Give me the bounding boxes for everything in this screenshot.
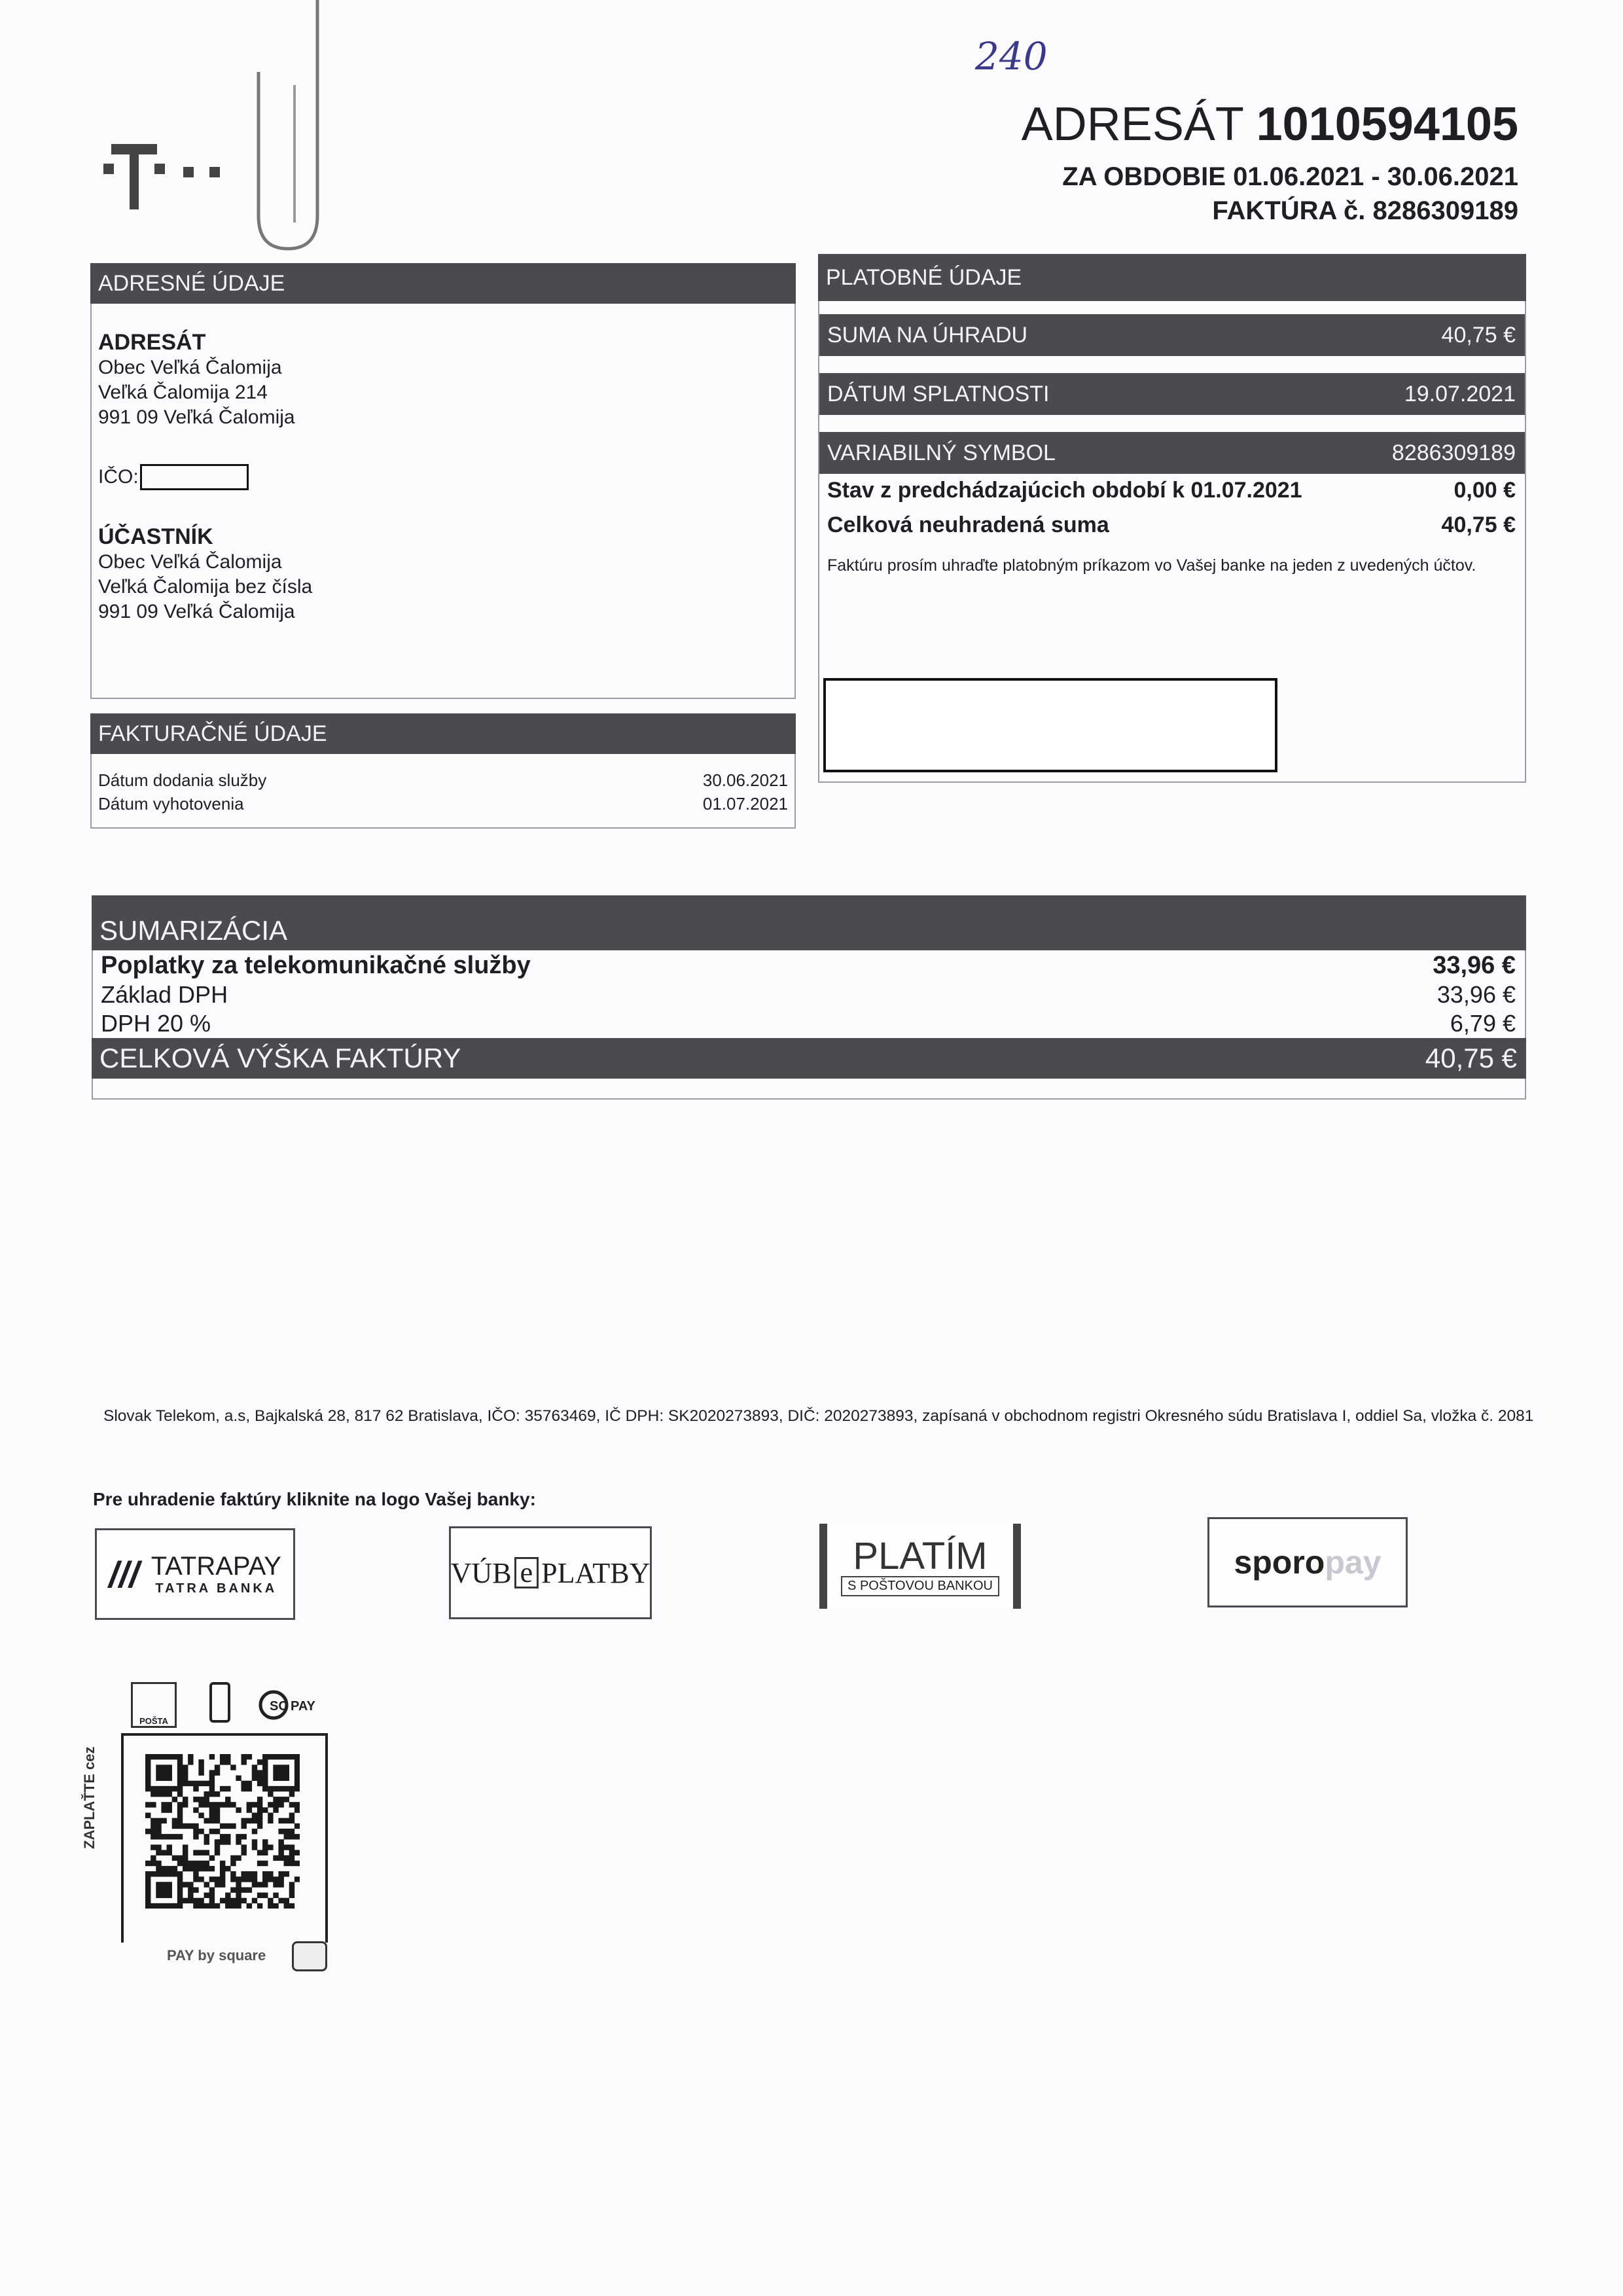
total-unpaid-value: 40,75 € (1441, 512, 1516, 537)
addressee-number: 1010594105 (1256, 98, 1518, 151)
amount-due-bar (819, 314, 1525, 356)
variable-symbol-label: VARIABILNÝ SYMBOL (827, 440, 1056, 465)
previous-balance-row (819, 474, 1525, 503)
payment-instruction: Faktúru prosím uhraďte platobným príkazom vo Vašej banke na jeden z uvedených účtov. (827, 556, 1476, 575)
company-info: Slovak Telekom, a.s, Bajkalská 28, 817 62 Bratislava, IČO: 35763469, IČ DPH: SK2020273893, DIČ: 2020273893, zapísaná v obchodnom registri Okresného súdu Bratislava I, oddiel Sa, vložka č. 2081 (103, 1407, 1534, 1425)
vub-right: PLATBY (541, 1556, 651, 1589)
mobile-phone-icon (209, 1682, 230, 1723)
platim-label: PLATÍM (853, 1534, 988, 1577)
delivery-date-label: Dátum dodania služby (98, 770, 267, 790)
due-date-label: DÁTUM SPLATNOSTI (827, 381, 1050, 406)
period-value: 01.06.2021 - 30.06.2021 (1233, 162, 1518, 191)
card-icon (292, 1941, 327, 1971)
vat-base-row (93, 980, 1525, 1009)
platim-button[interactable] (819, 1524, 1021, 1609)
svg-text:SC: SC (270, 1699, 288, 1713)
tatrapay-sub: TATRA BANKA (155, 1581, 277, 1596)
pay-by-square-label: PAY by square (167, 1947, 266, 1964)
invoice-total-bar (92, 1038, 1526, 1079)
due-date-bar (819, 373, 1525, 415)
account-redaction (823, 678, 1277, 772)
svg-text:PAY: PAY (291, 1699, 315, 1713)
previous-balance-value: 0,00 € (1454, 478, 1516, 503)
payment-title: PLATOBNÉ ÚDAJE (826, 264, 1022, 290)
amount-due-value: 40,75 € (1441, 322, 1516, 348)
sporopay-a: sporo (1234, 1544, 1325, 1581)
posta-icon (131, 1682, 177, 1728)
summary-title-bar (92, 895, 1526, 950)
ico-label: IČO: (98, 466, 139, 488)
billing-box (90, 713, 796, 829)
fees-label: Poplatky za telekomunikačné služby (101, 952, 531, 979)
handwritten-note: 240 (975, 34, 1048, 79)
paper-clip (242, 0, 334, 255)
tatrapay-button[interactable] (95, 1528, 295, 1620)
variable-symbol-value: 8286309189 (1391, 440, 1516, 465)
invoice-label: FAKTÚRA č. (1212, 196, 1366, 225)
addressee-line-1: Obec Veľká Čalomija (98, 357, 282, 378)
period-label: ZA OBDOBIE (1062, 162, 1226, 191)
address-title: ADRESNÉ ÚDAJE (98, 270, 285, 296)
vat-value: 6,79 € (1450, 1010, 1516, 1037)
summary-title: SUMARIZÁCIA (99, 915, 288, 946)
ico-redaction (140, 464, 249, 490)
pay-prompt: Pre uhradenie faktúry kliknite na logo Vašej banky: (93, 1489, 536, 1509)
participant-line-2: Veľká Čalomija bez čísla (98, 576, 313, 598)
addressee-header (1022, 98, 1518, 151)
addressee-line-3: 991 09 Veľká Čalomija (98, 406, 295, 428)
scpay-icon (254, 1689, 326, 1721)
vub-eplatby-button[interactable] (449, 1526, 652, 1619)
total-unpaid-row (819, 503, 1525, 538)
address-title-bar (90, 263, 796, 304)
posta-label: POŠTA (139, 1716, 168, 1726)
invoice-total-label: CELKOVÁ VÝŠKA FAKTÚRY (99, 1043, 461, 1073)
issue-date-value: 01.07.2021 (702, 794, 788, 814)
participant-line-1: Obec Veľká Čalomija (98, 551, 282, 573)
billing-title: FAKTURAČNÉ ÚDAJE (98, 721, 327, 746)
payment-title-bar (818, 254, 1526, 301)
fees-row (93, 950, 1525, 980)
qr-code (145, 1754, 300, 1909)
addressee-heading: ADRESÁT (98, 330, 206, 355)
previous-balance-label: Stav z predchádzajúcich období k 01.07.2021 (827, 478, 1302, 503)
period-line (1062, 162, 1518, 192)
variable-symbol-bar (819, 432, 1525, 474)
fees-value: 33,96 € (1433, 952, 1516, 979)
payment-box (818, 254, 1526, 783)
amount-due-label: SUMA NA ÚHRADU (827, 322, 1028, 348)
invoice-total-value: 40,75 € (1425, 1043, 1517, 1073)
sporopay-b: pay (1325, 1544, 1382, 1581)
participant-heading: ÚČASTNÍK (98, 524, 213, 549)
addressee-label: ADRESÁT (1021, 98, 1243, 151)
vat-base-value: 33,96 € (1436, 981, 1516, 1008)
invoice-line (1212, 196, 1518, 226)
vat-base-label: Základ DPH (101, 981, 228, 1008)
vub-e-icon: e (514, 1557, 539, 1588)
vub-left: VÚB (450, 1556, 512, 1589)
vat-row (93, 1009, 1525, 1038)
invoice-number: 8286309189 (1372, 196, 1518, 225)
telekom-logo (98, 131, 255, 216)
addressee-line-2: Veľká Čalomija 214 (98, 382, 268, 403)
billing-row (98, 768, 788, 792)
participant-line-3: 991 09 Veľká Čalomija (98, 601, 295, 622)
total-unpaid-label: Celková neuhradená suma (827, 512, 1109, 537)
platim-sub: S POŠTOVOU BANKOU (841, 1576, 999, 1596)
address-box (90, 263, 796, 699)
billing-title-bar (90, 713, 796, 754)
billing-row (98, 792, 788, 816)
delivery-date-value: 30.06.2021 (702, 770, 788, 790)
vat-label: DPH 20 % (101, 1010, 211, 1037)
tatrapay-slash-icon: /// (109, 1553, 139, 1595)
due-date-value: 19.07.2021 (1404, 381, 1516, 406)
qr-side-label: ZAPLAŤTE cez (81, 1746, 98, 1849)
sporopay-button[interactable] (1207, 1517, 1408, 1607)
issue-date-label: Dátum vyhotovenia (98, 794, 244, 814)
summary-section (92, 895, 1526, 1100)
ico-row (98, 464, 312, 490)
tatrapay-name: TATRAPAY (151, 1552, 281, 1581)
